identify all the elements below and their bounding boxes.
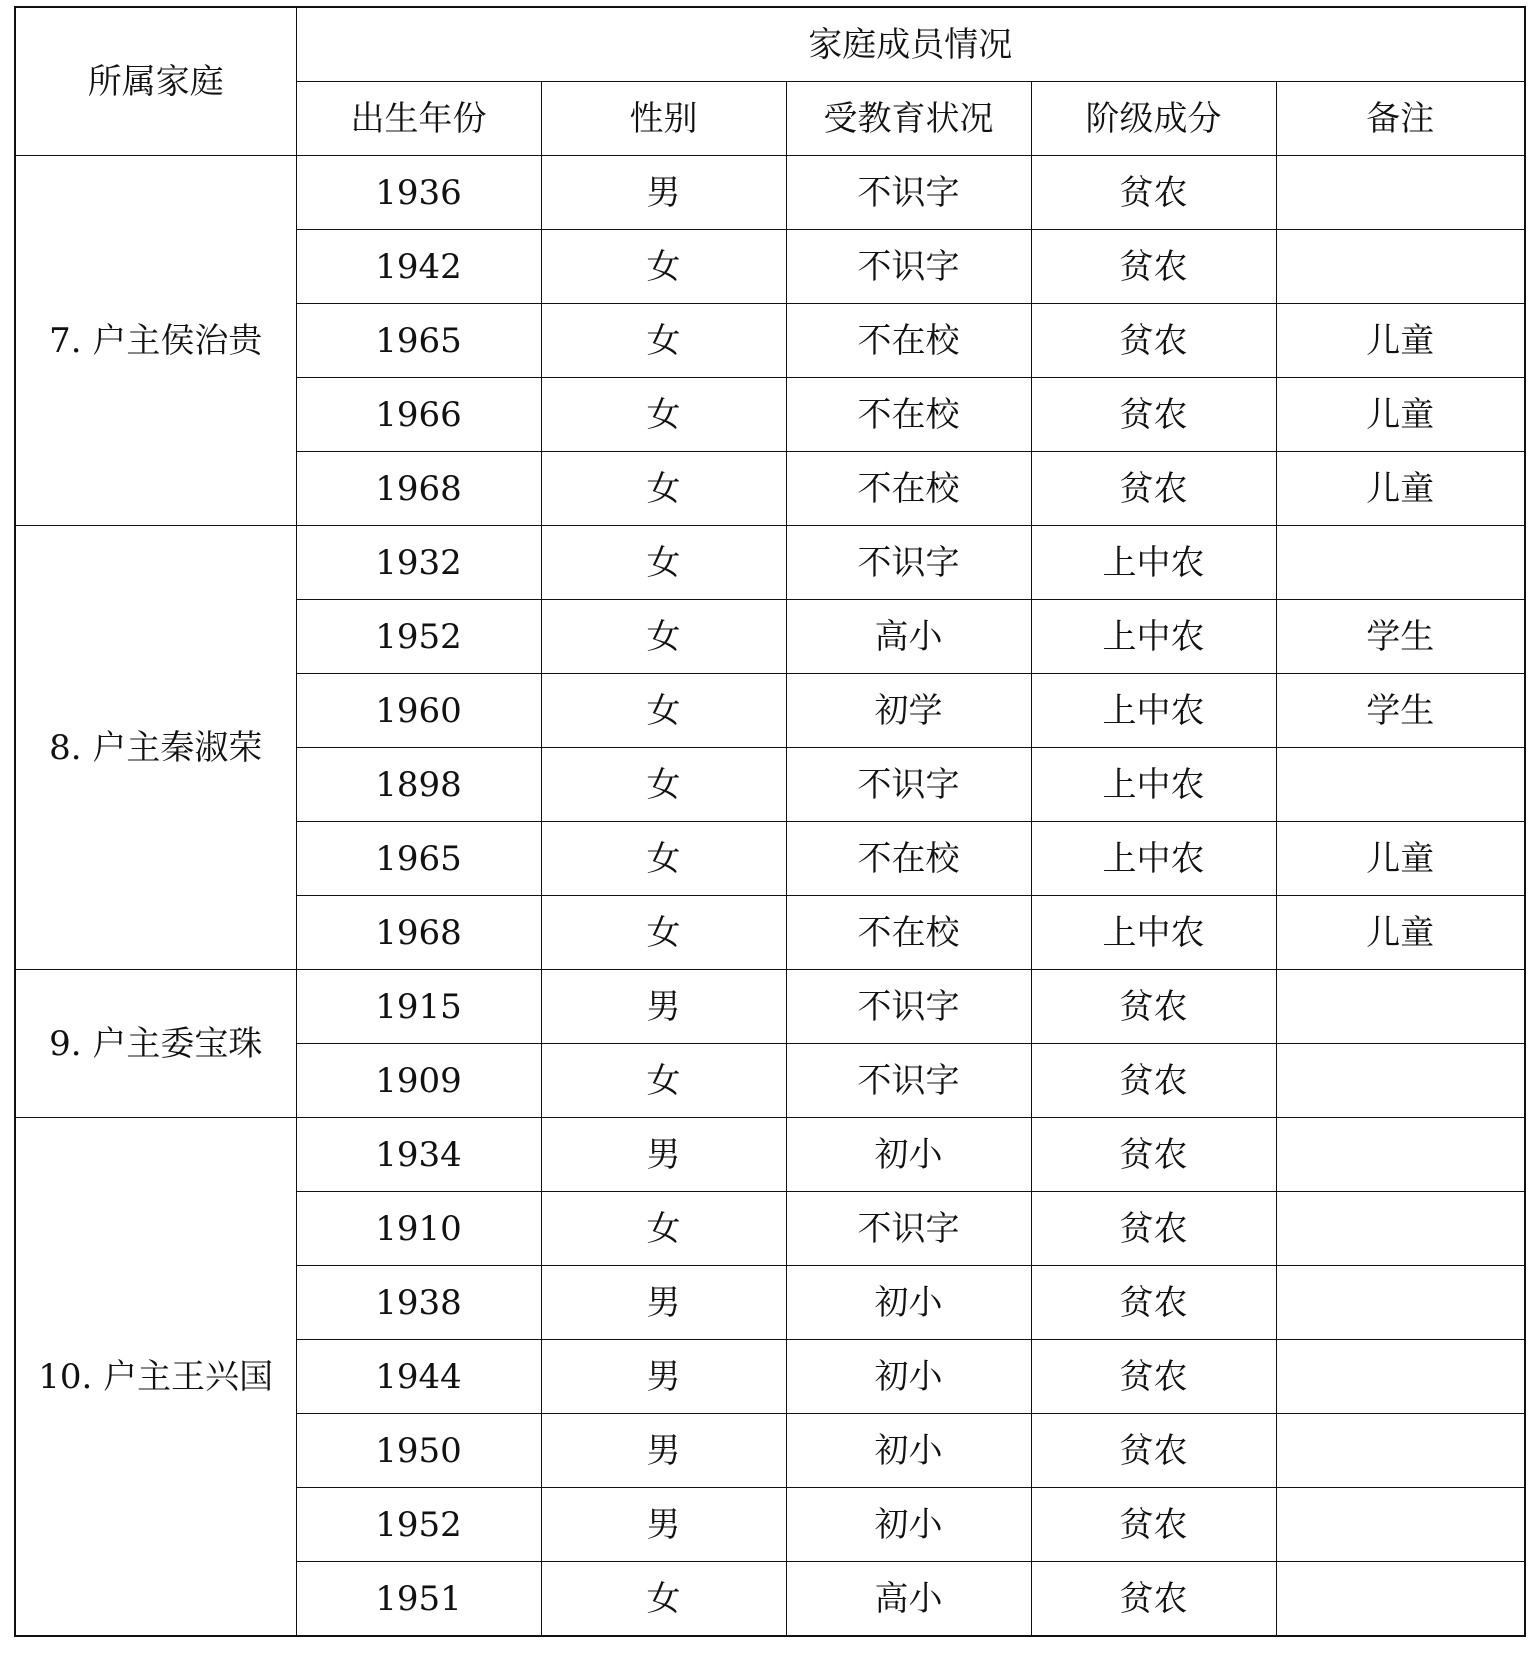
cell-remarks	[1276, 748, 1525, 822]
cell-birth-year: 1910	[296, 1192, 541, 1266]
cell-sex: 女	[541, 822, 786, 896]
household-members-table	[14, 6, 1526, 1637]
cell-class-status: 贫农	[1031, 304, 1276, 378]
cell-education: 初学	[786, 674, 1031, 748]
cell-class-status: 贫农	[1031, 970, 1276, 1044]
cell-sex: 男	[541, 1118, 786, 1192]
table-row	[15, 970, 1525, 1044]
cell-sex: 男	[541, 970, 786, 1044]
cell-birth-year: 1944	[296, 1340, 541, 1414]
cell-birth-year: 1951	[296, 1562, 541, 1637]
header-education: 受教育状况	[786, 82, 1031, 156]
header-group-title: 家庭成员情况	[296, 7, 1525, 82]
cell-sex: 女	[541, 600, 786, 674]
cell-sex: 女	[541, 304, 786, 378]
cell-birth-year: 1965	[296, 304, 541, 378]
cell-birth-year: 1934	[296, 1118, 541, 1192]
cell-education: 不在校	[786, 304, 1031, 378]
header-sex: 性别	[541, 82, 786, 156]
cell-education: 高小	[786, 600, 1031, 674]
cell-remarks: 儿童	[1276, 452, 1525, 526]
table-row	[15, 526, 1525, 600]
cell-education: 不识字	[786, 1044, 1031, 1118]
cell-birth-year: 1936	[296, 156, 541, 230]
table-row	[15, 156, 1525, 230]
cell-education: 不在校	[786, 378, 1031, 452]
cell-remarks	[1276, 1266, 1525, 1340]
cell-sex: 女	[541, 526, 786, 600]
cell-class-status: 贫农	[1031, 156, 1276, 230]
cell-family-name: 7. 户主侯治贵	[15, 156, 296, 526]
cell-remarks	[1276, 1340, 1525, 1414]
cell-education: 不识字	[786, 156, 1031, 230]
cell-birth-year: 1968	[296, 896, 541, 970]
cell-education: 不在校	[786, 822, 1031, 896]
cell-birth-year: 1952	[296, 600, 541, 674]
cell-sex: 女	[541, 1192, 786, 1266]
cell-remarks	[1276, 526, 1525, 600]
header-remarks: 备注	[1276, 82, 1525, 156]
cell-education: 不在校	[786, 896, 1031, 970]
cell-class-status: 贫农	[1031, 230, 1276, 304]
cell-sex: 男	[541, 1340, 786, 1414]
cell-class-status: 贫农	[1031, 1414, 1276, 1488]
cell-sex: 女	[541, 1044, 786, 1118]
cell-education: 高小	[786, 1562, 1031, 1637]
cell-remarks	[1276, 230, 1525, 304]
cell-class-status: 贫农	[1031, 1340, 1276, 1414]
table-header	[15, 7, 1525, 156]
cell-birth-year: 1898	[296, 748, 541, 822]
cell-education: 初小	[786, 1488, 1031, 1562]
table-body	[15, 156, 1525, 1637]
household-table-container	[14, 6, 1524, 1637]
cell-sex: 女	[541, 1562, 786, 1637]
cell-remarks	[1276, 1118, 1525, 1192]
cell-class-status: 贫农	[1031, 1044, 1276, 1118]
cell-sex: 女	[541, 896, 786, 970]
cell-class-status: 上中农	[1031, 674, 1276, 748]
cell-remarks	[1276, 1414, 1525, 1488]
cell-family-name: 8. 户主秦淑荣	[15, 526, 296, 970]
cell-family-name: 10. 户主王兴国	[15, 1118, 296, 1637]
cell-birth-year: 1950	[296, 1414, 541, 1488]
cell-class-status: 贫农	[1031, 1192, 1276, 1266]
cell-class-status: 上中农	[1031, 896, 1276, 970]
cell-sex: 男	[541, 1488, 786, 1562]
cell-remarks	[1276, 1192, 1525, 1266]
cell-remarks	[1276, 156, 1525, 230]
cell-class-status: 上中农	[1031, 526, 1276, 600]
cell-education: 不识字	[786, 230, 1031, 304]
cell-remarks: 儿童	[1276, 896, 1525, 970]
table-row	[15, 1118, 1525, 1192]
cell-education: 不在校	[786, 452, 1031, 526]
cell-birth-year: 1960	[296, 674, 541, 748]
cell-class-status: 贫农	[1031, 1118, 1276, 1192]
cell-education: 不识字	[786, 1192, 1031, 1266]
cell-education: 初小	[786, 1118, 1031, 1192]
cell-class-status: 上中农	[1031, 748, 1276, 822]
cell-sex: 女	[541, 230, 786, 304]
cell-class-status: 上中农	[1031, 822, 1276, 896]
cell-education: 初小	[786, 1266, 1031, 1340]
header-row-top	[15, 7, 1525, 82]
cell-remarks: 儿童	[1276, 304, 1525, 378]
cell-remarks: 儿童	[1276, 378, 1525, 452]
cell-remarks: 儿童	[1276, 822, 1525, 896]
cell-sex: 男	[541, 1414, 786, 1488]
header-class-status: 阶级成分	[1031, 82, 1276, 156]
cell-birth-year: 1932	[296, 526, 541, 600]
cell-education: 不识字	[786, 970, 1031, 1044]
cell-sex: 女	[541, 748, 786, 822]
cell-birth-year: 1942	[296, 230, 541, 304]
cell-sex: 女	[541, 674, 786, 748]
header-birth-year: 出生年份	[296, 82, 541, 156]
cell-birth-year: 1965	[296, 822, 541, 896]
cell-remarks: 学生	[1276, 600, 1525, 674]
cell-family-name: 9. 户主委宝珠	[15, 970, 296, 1118]
cell-birth-year: 1909	[296, 1044, 541, 1118]
header-family: 所属家庭	[15, 7, 296, 156]
cell-birth-year: 1966	[296, 378, 541, 452]
cell-birth-year: 1968	[296, 452, 541, 526]
cell-class-status: 贫农	[1031, 1488, 1276, 1562]
cell-birth-year: 1938	[296, 1266, 541, 1340]
cell-class-status: 贫农	[1031, 378, 1276, 452]
cell-remarks	[1276, 1488, 1525, 1562]
cell-birth-year: 1915	[296, 970, 541, 1044]
cell-sex: 女	[541, 452, 786, 526]
cell-remarks: 学生	[1276, 674, 1525, 748]
cell-sex: 女	[541, 378, 786, 452]
cell-class-status: 贫农	[1031, 1266, 1276, 1340]
cell-remarks	[1276, 1044, 1525, 1118]
cell-class-status: 贫农	[1031, 452, 1276, 526]
cell-education: 不识字	[786, 526, 1031, 600]
cell-education: 不识字	[786, 748, 1031, 822]
cell-remarks	[1276, 970, 1525, 1044]
cell-class-status: 贫农	[1031, 1562, 1276, 1637]
cell-education: 初小	[786, 1340, 1031, 1414]
cell-sex: 男	[541, 1266, 786, 1340]
cell-education: 初小	[786, 1414, 1031, 1488]
cell-remarks	[1276, 1562, 1525, 1637]
cell-birth-year: 1952	[296, 1488, 541, 1562]
cell-class-status: 上中农	[1031, 600, 1276, 674]
cell-sex: 男	[541, 156, 786, 230]
